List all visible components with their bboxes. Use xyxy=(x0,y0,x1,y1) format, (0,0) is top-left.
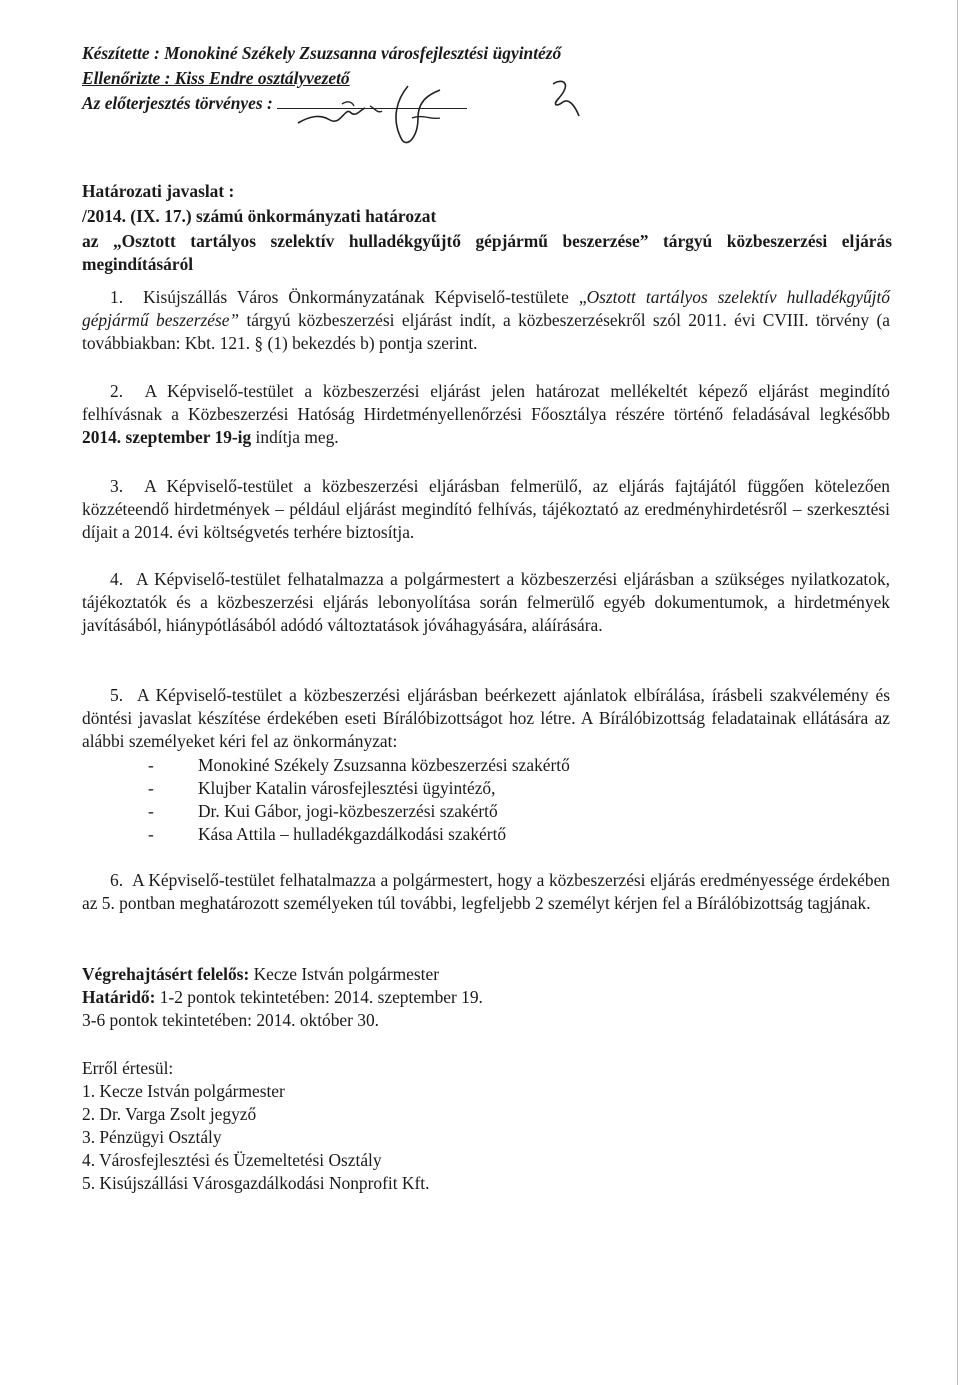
initial-mark xyxy=(545,76,585,122)
paragraph-4 xyxy=(82,568,890,637)
committee-members-list xyxy=(148,754,570,846)
prepared-by: Készítette : Monokiné Székely Zsuzsanna városfejlesztési ügyintéző xyxy=(82,43,562,63)
paragraph-5 xyxy=(82,684,890,753)
responsible-value: Kecze István polgármester xyxy=(249,964,439,984)
list-item: 1. Kecze István polgármester xyxy=(82,1081,285,1101)
resolution-title xyxy=(82,180,892,280)
resolution-number: /2014. (IX. 17.) számú önkormányzati határozat xyxy=(82,206,437,226)
execution-section xyxy=(82,963,483,1032)
notification-section xyxy=(82,1057,429,1195)
deadline-label: Határidő: xyxy=(82,987,156,1007)
paragraph-1 xyxy=(82,286,890,355)
p2-deadline: 2014. szeptember 19-ig xyxy=(82,427,252,447)
p6-number: 6. xyxy=(110,870,124,890)
list-item: 3. Pénzügyi Osztály xyxy=(82,1127,222,1147)
scan-edge-line xyxy=(957,0,958,1385)
responsible-label: Végrehajtásért felelős: xyxy=(82,964,250,984)
p4-text: A Képviselő-testület felhatalmazza a polgármestert a közbeszerzési eljárásban a szükséges nyilatkozatok, tájékoztatók és a közbeszerzési eljárás lebonyolítása során felmerülő egyéb dokumentumok, a hirdetmények javításából, hiánypótlásából adódó változtatások jóváhagyására, aláírására. xyxy=(82,569,890,635)
list-item: 5. Kisújszállási Városgazdálkodási Nonprofit Kft. xyxy=(82,1173,430,1193)
paragraph-3 xyxy=(82,475,890,544)
p5-text: A Képviselő-testület a közbeszerzési eljárásban beérkezett ajánlatok elbírálása, írásbeli szakvélemény és döntési javaslat készítése érdekében eseti Bírálóbizottságot hoz létre. A Bírálóbizottság feladatainak ellátására az alábbi személyeket kéri fel az önkormányzat: xyxy=(82,685,890,751)
p6-text: A Képviselő-testület felhatalmazza a polgármestert, hogy a közbeszerzési eljárás eredményessége érdekében az 5. pontban meghatározott személyeken túl további, legfeljebb 2 személyt kérjen fel a Bírálóbizottság tagjának. xyxy=(82,870,890,913)
list-item: - Kása Attila – hulladékgazdálkodási szakértő xyxy=(148,824,507,844)
legal-label: Az előterjesztés törvényes : xyxy=(82,93,273,113)
checked-by-text: Ellenőrizte : Kiss Endre osztályvezető xyxy=(82,68,350,88)
p4-number: 4. xyxy=(110,569,124,589)
p1-number: 1. xyxy=(110,287,124,307)
list-item: - Dr. Kui Gábor, jogi-közbeszerzési szakértő xyxy=(148,801,498,821)
deadline-value: 1-2 pontok tekintetében: 2014. szeptember 19. xyxy=(155,987,483,1007)
p3-number: 3. xyxy=(110,476,124,496)
p3-text: A Képviselő-testület a közbeszerzési eljárásban felmerülő, az eljárás fajtájától függően kötelezően közzéteendő hirdetmények – például eljárást megindító felhívás, tájékoztató az eredményhirdetésről – szerkesztési díjait a 2014. évi költségvetés terhére biztosítja. xyxy=(82,476,890,542)
paragraph-6 xyxy=(82,869,890,915)
list-item: - Monokiné Székely Zsuzsanna közbeszerzési szakértő xyxy=(148,755,570,775)
p2-post: indítja meg. xyxy=(251,427,339,447)
p2-number: 2. xyxy=(110,381,124,401)
list-item: 2. Dr. Varga Zsolt jegyző xyxy=(82,1104,257,1124)
signature-mark xyxy=(290,78,470,148)
notified-label: Erről értesül: xyxy=(82,1058,174,1078)
deadline-line xyxy=(82,986,483,1009)
resolution-subject: az „Osztott tartályos szelektív hulladékgyűjtő gépjármű beszerzése” tárgyú közbeszerzési eljárás megindításáról xyxy=(82,231,892,274)
p1-post: tárgyú közbeszerzési eljárást indít, a közbeszerzésekről szól 2011. évi CVIII. törvény (a továbbiakban: Kbt. 121. § (1) bekezdés b) pontja szerint. xyxy=(82,310,891,353)
p5-number: 5. xyxy=(110,685,124,705)
p2-pre: A Képviselő-testület a közbeszerzési eljárást jelen határozat mellékeltét képező eljárást megindító felhívásnak a Közbeszerzési Hatóság Hirdetményellenőrzési Főosztálya részére történő feladásával legkésőbb xyxy=(82,381,891,424)
deadline-line-2: 3-6 pontok tekintetében: 2014. október 30. xyxy=(82,1010,380,1030)
p1-pre: Kisújszállás Város Önkormányzatának Képviselő-testülete „ xyxy=(143,287,587,307)
list-item: 4. Városfejlesztési és Üzemeltetési Osztály xyxy=(82,1150,382,1170)
list-item: - Klujber Katalin városfejlesztési ügyintéző, xyxy=(148,778,496,798)
responsible-line xyxy=(82,963,483,986)
p1-italic: Osztott tartályos szelektív hulladékgyűjtő gépjármű beszerzése” xyxy=(82,287,891,330)
paragraph-2 xyxy=(82,380,890,449)
proposal-label: Határozati javaslat : xyxy=(82,181,235,201)
